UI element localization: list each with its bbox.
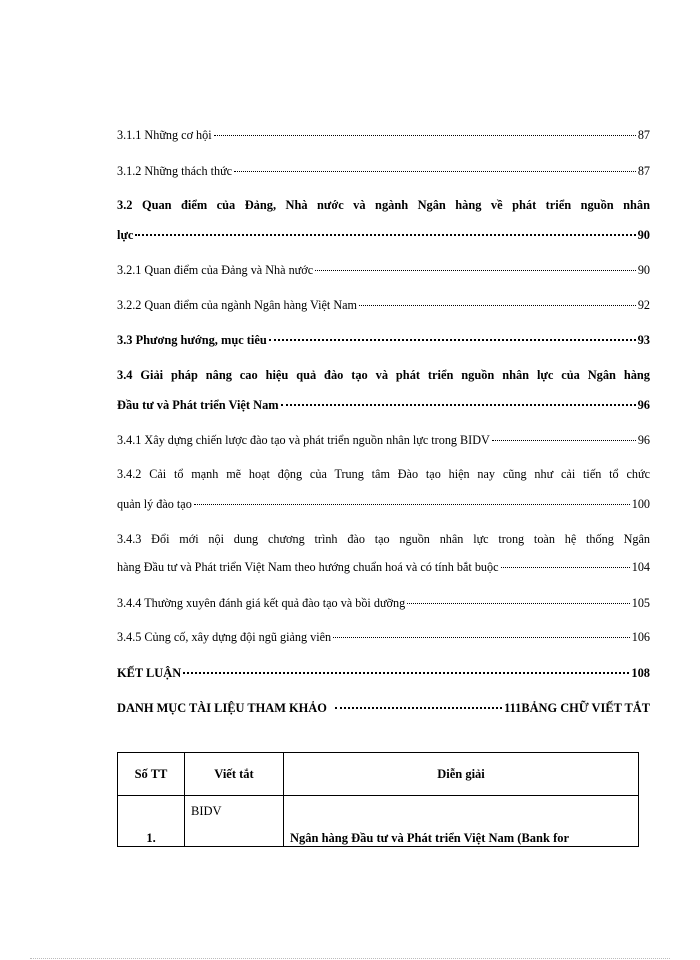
toc-entry[interactable] xyxy=(117,665,650,681)
toc-entry-page: 96 xyxy=(637,433,650,447)
toc-entry-page: 104 xyxy=(631,560,650,574)
abbreviation-table xyxy=(117,752,639,847)
toc-entry-label: 3.1.1 Những cơ hội xyxy=(117,128,212,142)
toc-entry-label: 3.4.5 Củng cố, xây dựng đội ngũ giảng viên xyxy=(117,630,332,644)
toc-entry[interactable] xyxy=(117,262,650,278)
toc-entry[interactable] xyxy=(117,595,650,611)
toc-entry-label: KẾT LUẬN xyxy=(117,666,182,680)
cell-abbreviation xyxy=(185,796,284,847)
toc-entry-label-line1: 3.2 Quan điểm của Đảng, Nhà nước và ngành Ngân hàng về phát triển nguồn nhân xyxy=(117,198,650,212)
cell-meaning: Ngân hàng Đầu tư và Phát triển Việt Nam (Bank for xyxy=(284,796,639,847)
toc-entry-label: quản lý đào tạo xyxy=(117,497,192,511)
toc-entry[interactable] xyxy=(117,163,650,179)
toc-entry-page: 100 xyxy=(631,497,650,511)
toc-entry[interactable] xyxy=(117,227,650,243)
toc-leader-dots xyxy=(492,440,636,441)
toc-entry-label: 3.3 Phương hướng, mục tiêu xyxy=(117,333,267,347)
toc-entry[interactable] xyxy=(117,127,650,143)
toc-entry-page: 111BẢNG CHỮ VIẾT TẮT xyxy=(504,701,650,715)
toc-entry-page: 87 xyxy=(637,128,650,142)
toc-leader-dots xyxy=(407,603,630,604)
toc-entry-page: 90 xyxy=(637,263,650,277)
toc-entry-page: 106 xyxy=(631,630,650,644)
toc-leader-dots xyxy=(281,404,636,406)
toc-entry-page: 92 xyxy=(637,298,650,312)
toc-entry[interactable] xyxy=(117,629,650,645)
header-no: Số TT xyxy=(118,753,185,796)
toc-entry-page: 93 xyxy=(637,333,650,347)
toc-entry[interactable] xyxy=(117,332,650,348)
toc-entry[interactable] xyxy=(117,297,650,313)
toc-leader-dots xyxy=(269,339,636,341)
toc-entry-page: 108 xyxy=(631,666,650,680)
toc-leader-dots xyxy=(214,135,636,136)
toc-entry-label-line1: 3.4.2 Cải tổ mạnh mẽ hoạt động của Trung tâm Đào tạo hiện nay cũng như cải tiến tổ chức xyxy=(117,467,650,481)
toc-entry-page: 96 xyxy=(637,398,650,412)
toc-entry-page: 90 xyxy=(637,228,650,242)
toc-entry-page: 105 xyxy=(631,596,650,610)
toc-entry-label: 3.4.4 Thường xuyên đánh giá kết quả đào tạo và bồi dưỡng xyxy=(117,596,406,610)
toc-entry-page: 87 xyxy=(637,164,650,178)
cell-no: 1. xyxy=(118,796,185,847)
toc-leader-dots xyxy=(194,504,630,505)
toc-entry-label: 3.4.1 Xây dựng chiến lược đào tạo và phát triển nguồn nhân lực trong BIDV xyxy=(117,433,490,447)
toc-entry-label-line1: 3.4 Giải pháp nâng cao hiệu quả đào tạo và phát triển nguồn nhân lực của Ngân hàng xyxy=(117,368,650,382)
table-header-row xyxy=(118,753,639,796)
toc-entry-label: lực xyxy=(117,228,134,242)
toc-leader-dots xyxy=(359,305,636,306)
toc-entry[interactable] xyxy=(117,559,650,575)
toc-entry-label: hàng Đầu tư và Phát triển Việt Nam theo hướng chuẩn hoá và có tính bắt buộc xyxy=(117,560,499,574)
toc-entry-label-line1: 3.4.3 Đổi mới nội dung chương trình đào tạo nguồn nhân lực trong toàn hệ thống Ngân xyxy=(117,532,650,546)
toc-entry[interactable] xyxy=(117,700,650,716)
cell-abbreviation-text: BIDV xyxy=(191,804,222,818)
toc-leader-dots xyxy=(183,672,629,674)
header-abbreviation: Viết tắt xyxy=(185,753,284,796)
page-bottom-rule xyxy=(30,958,670,959)
toc-entry-label: 3.2.2 Quan điểm của ngành Ngân hàng Việt Nam xyxy=(117,298,358,312)
toc-entry[interactable] xyxy=(117,432,650,448)
header-meaning: Diễn giải xyxy=(284,753,639,796)
toc-entry-label: 3.2.1 Quan điểm của Đảng và Nhà nước xyxy=(117,263,314,277)
toc-entry-label: 3.1.2 Những thách thức xyxy=(117,164,233,178)
toc-leader-dots xyxy=(333,637,630,638)
toc-entry-label: DANH MỤC TÀI LIỆU THAM KHẢO xyxy=(117,701,327,715)
table-row xyxy=(118,796,639,847)
toc-leader-dots xyxy=(315,270,636,271)
toc-entry-label: Đầu tư và Phát triển Việt Nam xyxy=(117,398,279,412)
toc-entry[interactable] xyxy=(117,496,650,512)
toc-leader-dots xyxy=(335,707,502,709)
toc-entry[interactable] xyxy=(117,397,650,413)
toc-leader-dots xyxy=(234,171,636,172)
toc-leader-dots xyxy=(135,234,635,236)
toc-leader-dots xyxy=(501,567,630,568)
